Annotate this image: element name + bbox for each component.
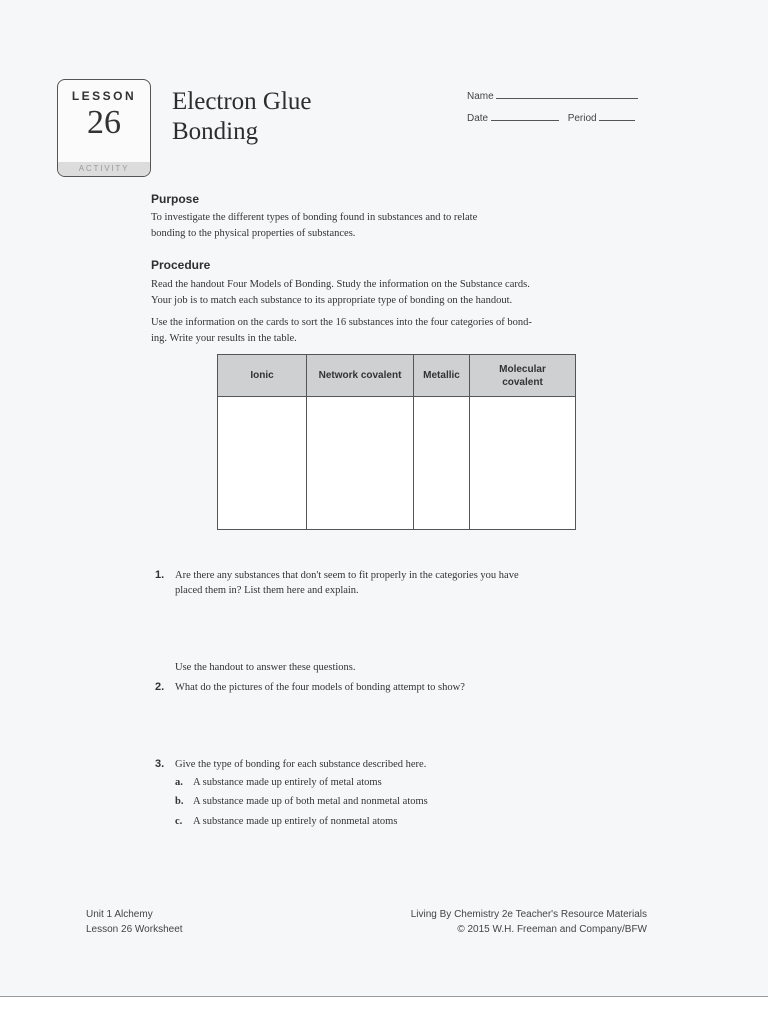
date-period-field[interactable]: [467, 111, 635, 124]
procedure-p2-line-2: ing. Write your results in the table.: [151, 332, 297, 344]
question-3a: [175, 777, 382, 788]
ionic-answer-cell[interactable]: [218, 397, 307, 530]
footer-publication: Living By Chemistry 2e Teacher's Resource Materials: [410, 909, 647, 920]
procedure-paragraph-1: [151, 277, 646, 308]
procedure-p1-line-2: Your job is to match each substance to its appropriate type of bonding on the handout.: [151, 294, 513, 306]
period-label: Period: [567, 113, 597, 124]
question-3b-letter: b.: [175, 796, 184, 807]
question-3c-text: A substance made up entirely of nonmetal atoms: [193, 816, 398, 827]
question-3: [155, 757, 635, 772]
purpose-line-1: To investigate the different types of bonding found in substances and to relate: [151, 212, 478, 223]
lesson-label: LESSON: [71, 89, 137, 103]
name-field[interactable]: [467, 89, 638, 102]
lesson-badge: [57, 79, 151, 177]
question-1-number: 1.: [155, 569, 165, 581]
footer-left: [86, 907, 183, 937]
procedure-p2-line-1: Use the information on the cards to sort the 16 substances into the four categories of bond-: [151, 317, 532, 328]
question-3c: [175, 816, 397, 827]
molecular-covalent-answer-cell[interactable]: [470, 397, 576, 530]
question-3-text: Give the type of bonding for each substance described here.: [175, 759, 427, 770]
name-label: Name: [467, 91, 494, 102]
purpose-text: [151, 210, 646, 241]
question-3c-letter: c.: [175, 816, 183, 827]
lesson-number: 26: [87, 104, 121, 141]
date-blank[interactable]: [491, 111, 559, 121]
footer-lesson: Lesson 26 Worksheet: [86, 924, 183, 935]
metallic-answer-cell[interactable]: [414, 397, 470, 530]
bonding-results-table: [217, 354, 576, 530]
worksheet-title: [172, 87, 312, 147]
question-3a-text: A substance made up entirely of metal atoms: [193, 777, 382, 788]
footer-right: [411, 907, 647, 937]
question-3b: [175, 796, 428, 807]
scan-bottom-edge: [0, 996, 768, 1025]
activity-label: ACTIVITY: [58, 162, 150, 176]
handout-note: Use the handout to answer these questions.: [175, 662, 356, 673]
footer-unit: Unit 1 Alchemy: [86, 909, 153, 920]
question-3b-text: A substance made up of both metal and nonmetal atoms: [193, 796, 428, 807]
purpose-line-2: bonding to the physical properties of substances.: [151, 227, 356, 239]
molecular-label: Molecular: [499, 363, 546, 375]
question-1-line-2: placed them in? List them here and explain.: [175, 585, 359, 596]
date-label: Date: [467, 113, 489, 124]
question-1-line-1: Are there any substances that don't seem to fit properly in the categories you have: [175, 570, 519, 581]
question-2: [155, 680, 635, 695]
covalent-label: covalent: [502, 376, 543, 388]
purpose-heading: Purpose: [151, 192, 200, 206]
title-line-1: Electron Glue: [172, 88, 312, 115]
column-header-molecular-covalent: [470, 355, 576, 397]
question-1: [155, 568, 635, 598]
name-blank[interactable]: [496, 89, 638, 99]
question-3a-letter: a.: [175, 777, 183, 788]
network-covalent-answer-cell[interactable]: [307, 397, 414, 530]
procedure-heading: Procedure: [151, 258, 211, 272]
question-3-number: 3.: [155, 758, 165, 770]
title-line-2: Bonding: [172, 118, 259, 145]
procedure-p1-line-1: Read the handout Four Models of Bonding. Study the information on the Substance cards.: [151, 279, 530, 290]
column-header-metallic: Metallic: [414, 355, 470, 397]
procedure-paragraph-2: [151, 315, 646, 346]
question-2-number: 2.: [155, 681, 165, 693]
question-2-text: What do the pictures of the four models of bonding attempt to show?: [175, 682, 465, 693]
column-header-network-covalent: Network covalent: [307, 355, 414, 397]
column-header-ionic: Ionic: [218, 355, 307, 397]
footer-copyright: © 2015 W.H. Freeman and Company/BFW: [457, 924, 647, 935]
period-blank[interactable]: [599, 111, 635, 121]
